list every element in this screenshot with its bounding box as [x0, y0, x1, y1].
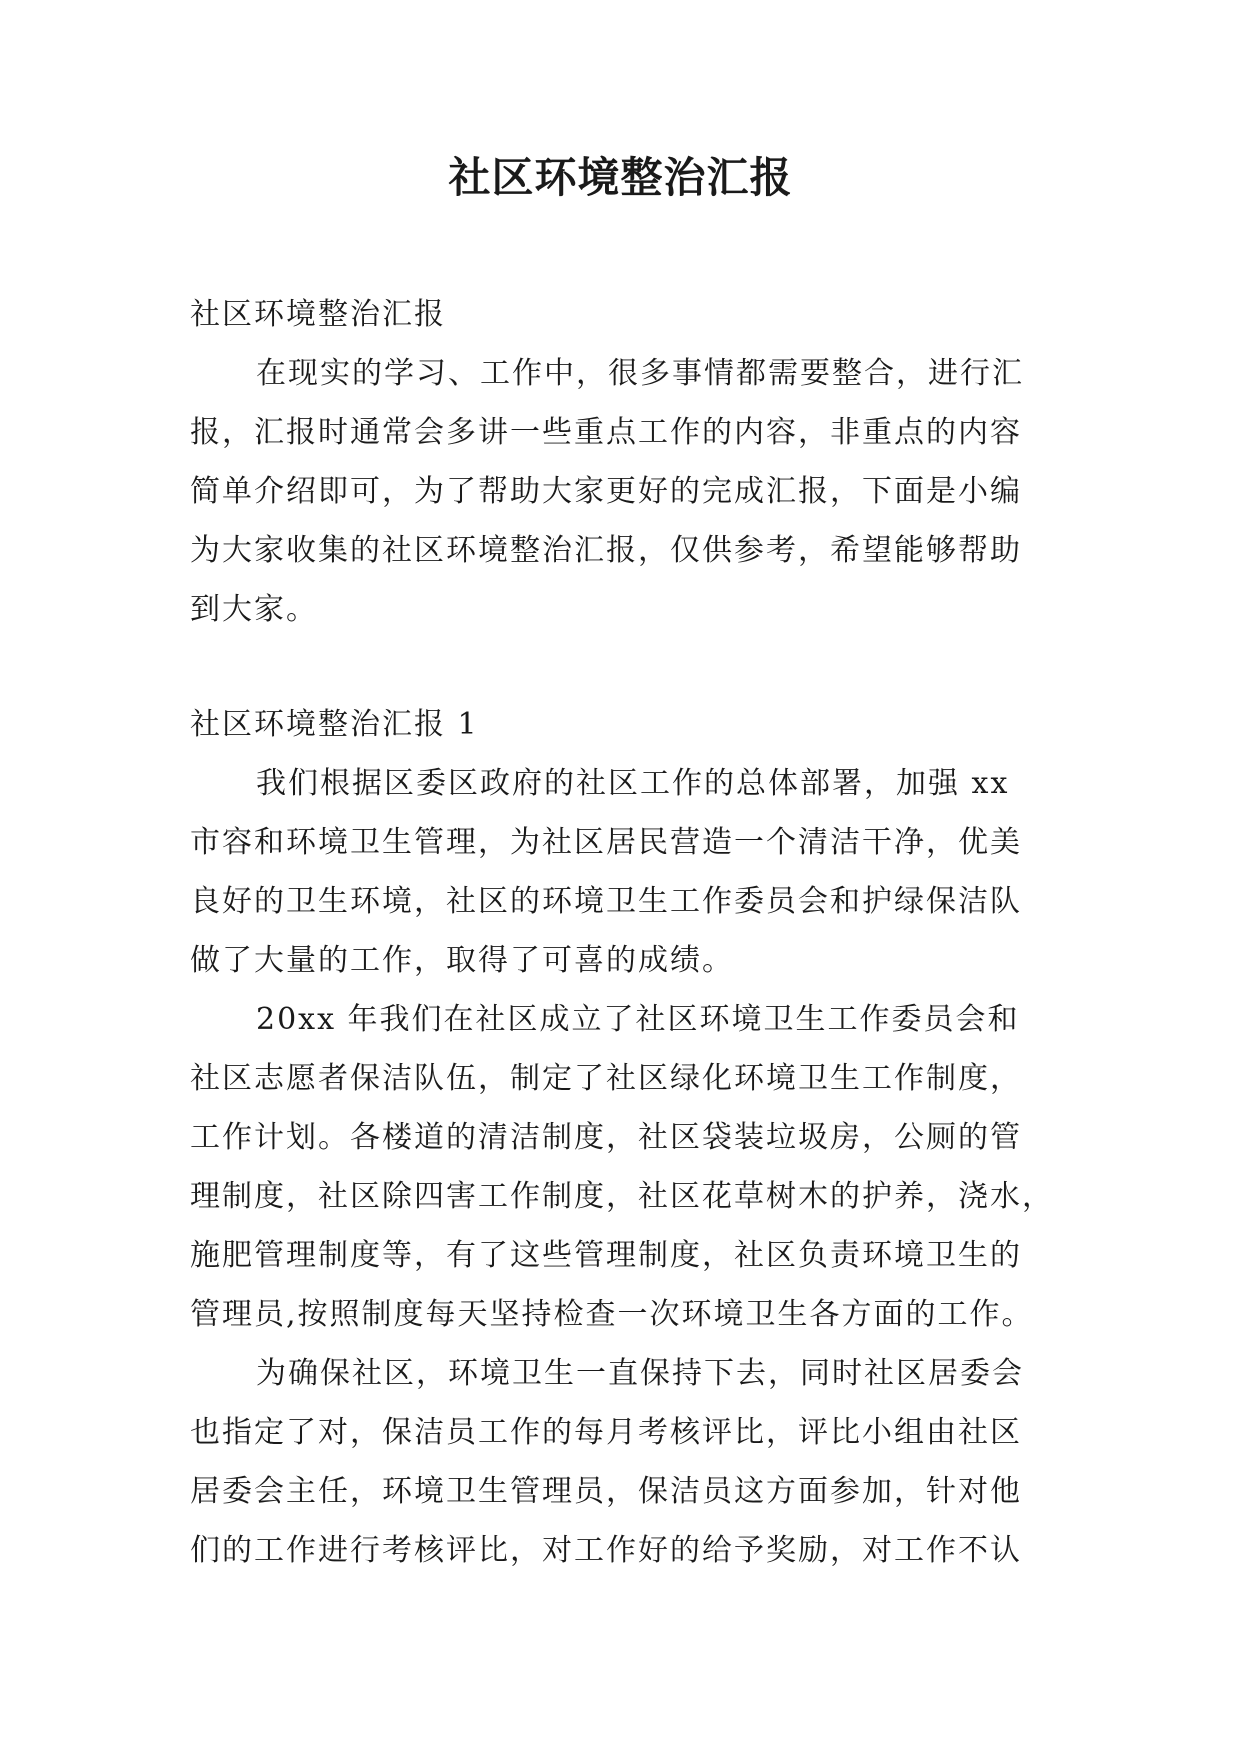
document-title: 社区环境整治汇报 [448, 153, 793, 202]
text-line: 到大家。 [190, 592, 318, 627]
text-line: 施肥管理制度等，有了这些管理制度，社区负责环境卫生的 [190, 1238, 1022, 1273]
text-line: 理制度，社区除四害工作制度，社区花草树木的护养，浇水， [190, 1179, 1054, 1214]
text-line: 社区环境整治汇报 [190, 297, 446, 332]
text-line: 做了大量的工作，取得了可喜的成绩。 [190, 943, 734, 978]
text-line: 管理员,按照制度每天坚持检查一次环境卫生各方面的工作。 [190, 1297, 1034, 1332]
text-line: 报，汇报时通常会多讲一些重点工作的内容，非重点的内容 [190, 415, 1022, 450]
text-line: 们的工作进行考核评比，对工作好的给予奖励，对工作不认 [190, 1533, 1022, 1568]
text-line: 社区环境整治汇报 1 [190, 707, 479, 742]
text-line: 也指定了对，保洁员工作的每月考核评比，评比小组由社区 [190, 1415, 1022, 1450]
text-line: 在现实的学习、工作中，很多事情都需要整合，进行汇 [256, 356, 1024, 391]
document-body [190, 285, 1054, 1580]
text-line: 为确保社区，环境卫生一直保持下去，同时社区居委会 [256, 1356, 1024, 1391]
text-line: 为大家收集的社区环境整治汇报，仅供参考，希望能够帮助 [190, 533, 1022, 568]
section-spacer [190, 639, 1050, 695]
text-line: 我们根据区委区政府的社区工作的总体部署，加强 xx [256, 766, 1010, 801]
text-line: 居委会主任，环境卫生管理员，保洁员这方面参加，针对他 [190, 1474, 1022, 1509]
text-line: 20xx 年我们在社区成立了社区环境卫生工作委员会和 [256, 1002, 1020, 1037]
text-line: 市容和环境卫生管理，为社区居民营造一个清洁干净，优美 [190, 825, 1022, 860]
text-line: 良好的卫生环境，社区的环境卫生工作委员会和护绿保洁队 [190, 884, 1022, 919]
text-line: 社区志愿者保洁队伍，制定了社区绿化环境卫生工作制度， [190, 1061, 1022, 1096]
text-line: 工作计划。各楼道的清洁制度，社区袋装垃圾房，公厕的管 [190, 1120, 1022, 1155]
text-line: 简单介绍即可，为了帮助大家更好的完成汇报，下面是小编 [190, 474, 1022, 509]
